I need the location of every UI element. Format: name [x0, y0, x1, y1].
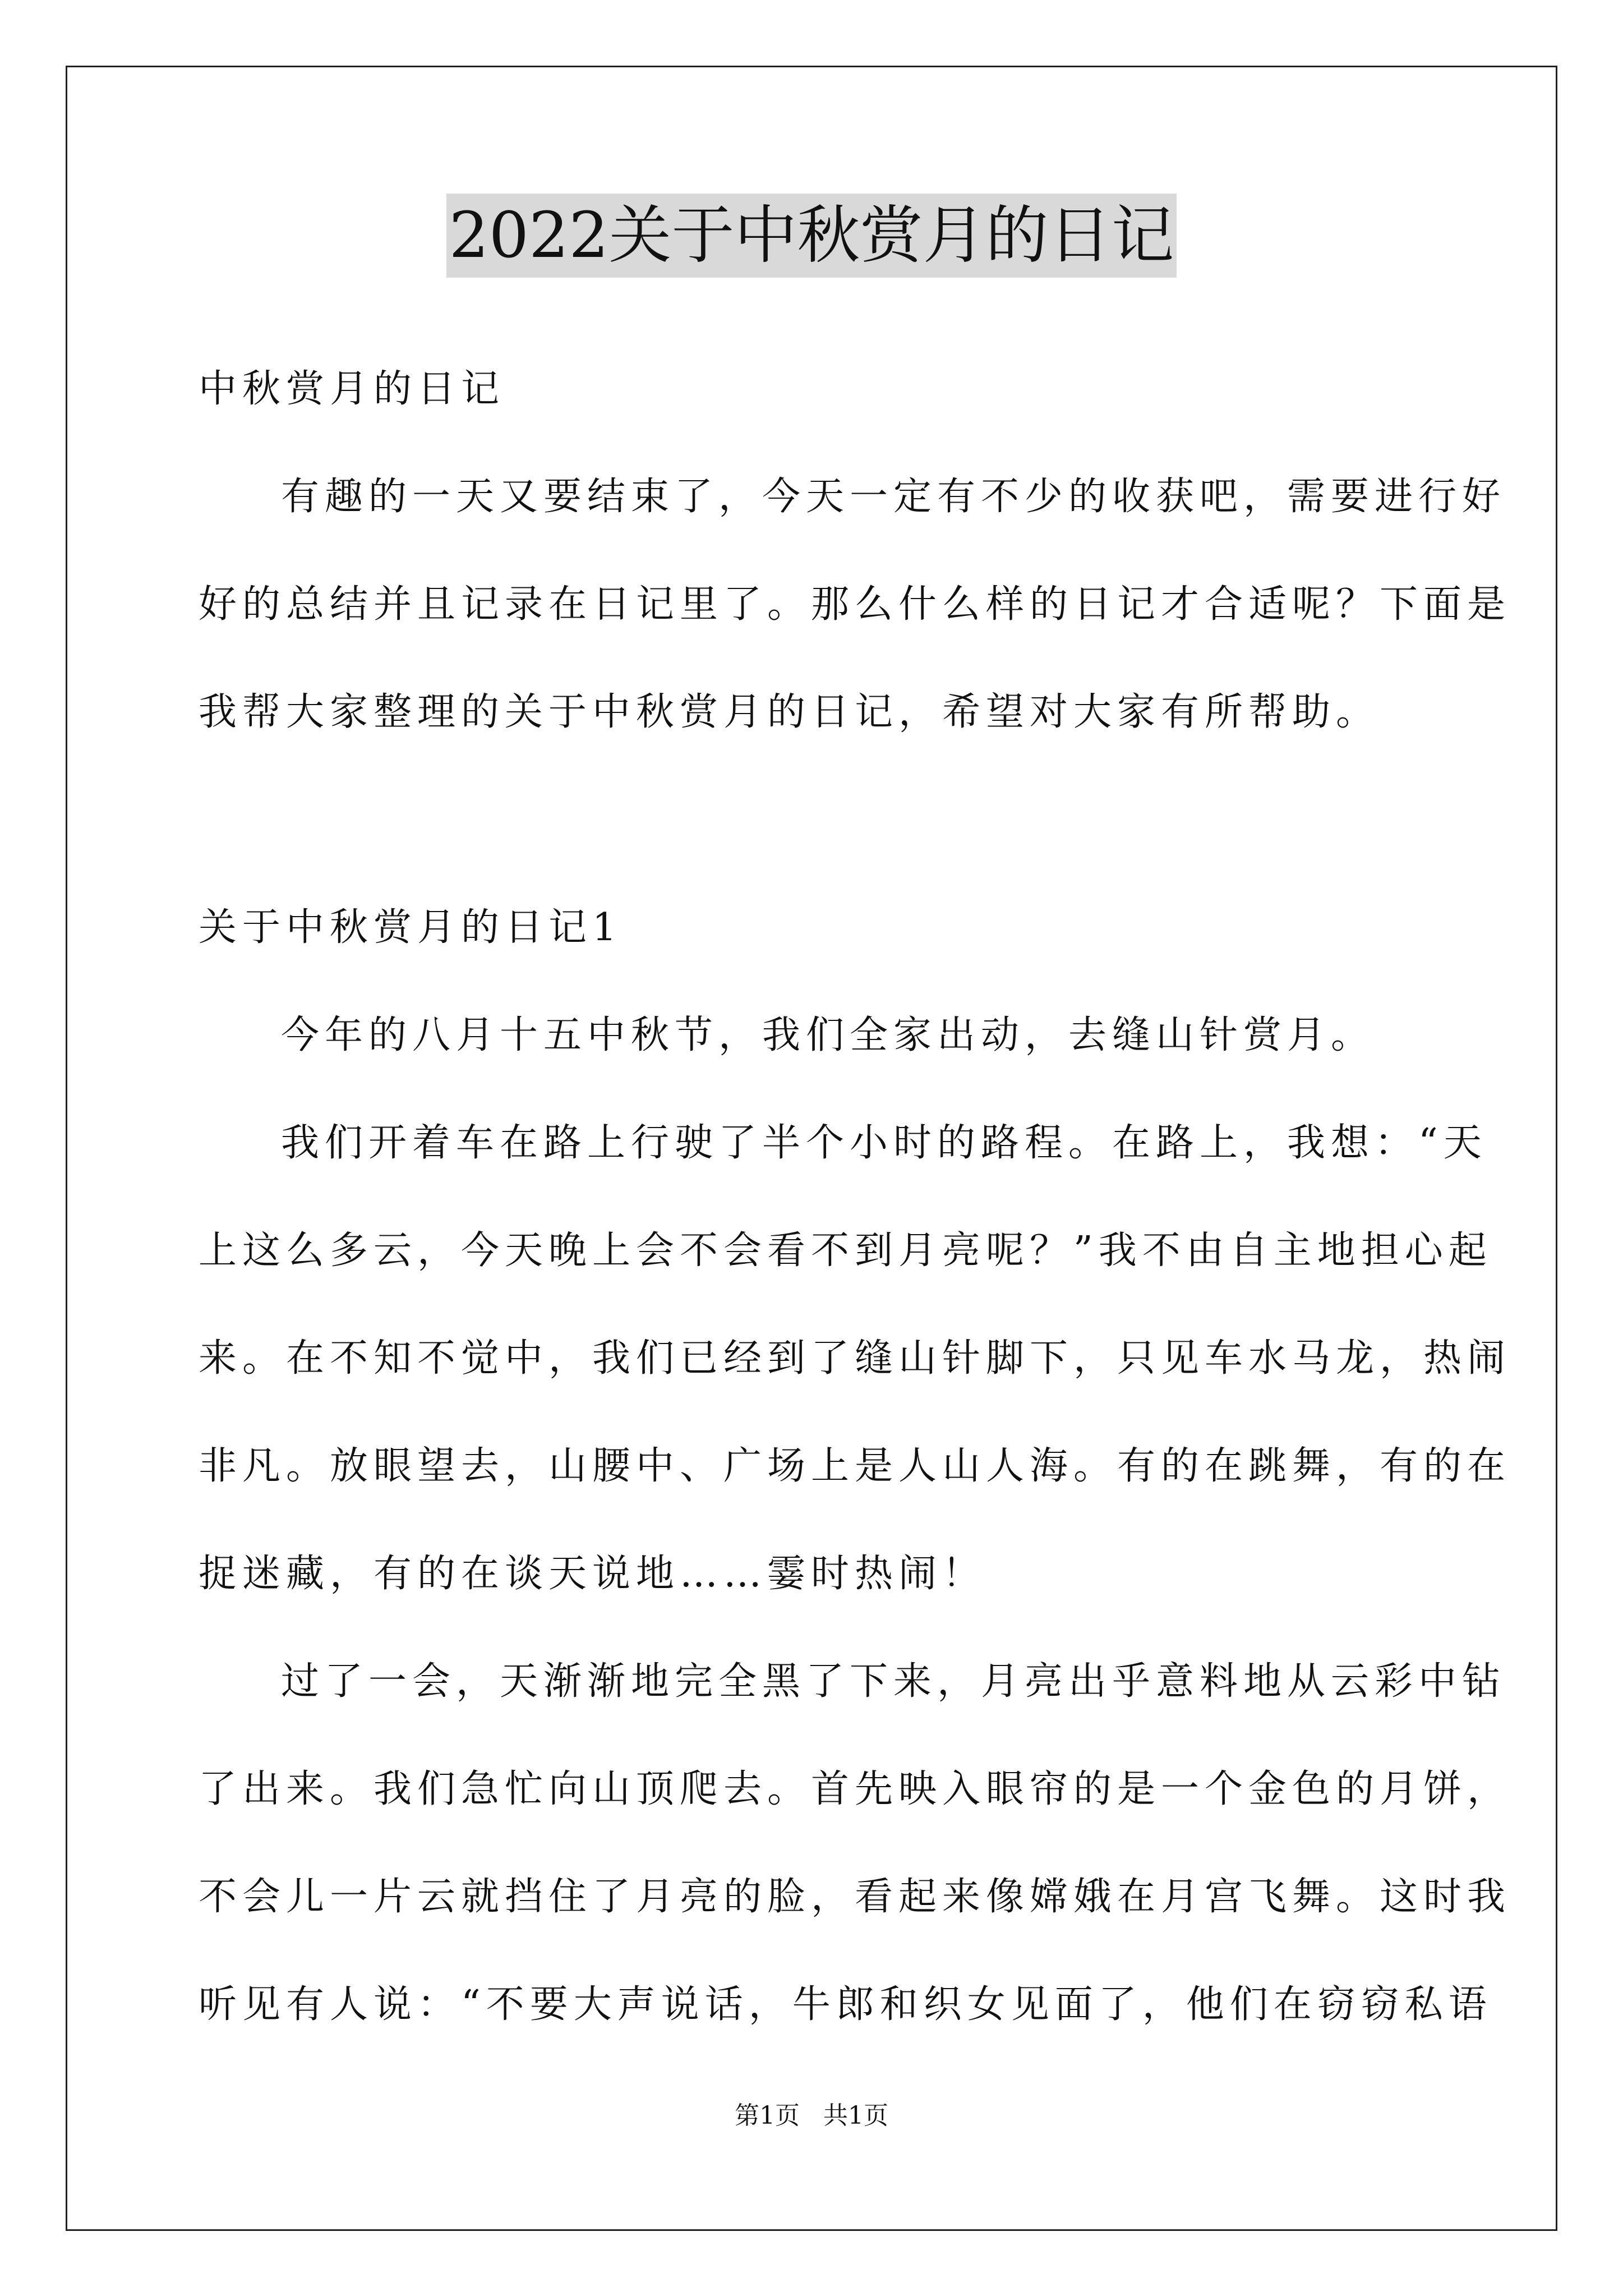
paragraph-line: 我帮大家整理的关于中秋赏月的日记，希望对大家有所帮助。	[199, 690, 1380, 734]
paragraph-line: 过了一会，天渐渐地完全黑了下来，月亮出乎意料地从云彩中钻	[281, 1659, 1506, 1704]
paragraph-line: 好的总结并且记录在日记里了。那么什么样的日记才合适呢？下面是	[199, 582, 1511, 627]
paragraph-line: 非凡。放眼望去，山腰中、广场上是人山人海。有的在跳舞，有的在	[199, 1444, 1511, 1488]
title-container	[0, 194, 1623, 278]
section-heading: 关于中秋赏月的日记1	[199, 905, 623, 950]
paragraph-line: 上这么多云，今天晚上会不会看不到月亮呢？”我不由自主地担心起	[199, 1228, 1492, 1273]
paragraph-line: 今年的八月十五中秋节，我们全家出动，去缝山针赏月。	[281, 1013, 1375, 1057]
paragraph-line: 了出来。我们急忙向山顶爬去。首先映入眼帘的是一个金色的月饼，	[199, 1767, 1511, 1811]
document-title: 2022关于中秋赏月的日记	[446, 194, 1176, 278]
paragraph-line: 我们开着车在路上行驶了半个小时的路程。在路上，我想：“天	[281, 1121, 1487, 1165]
section-heading: 中秋赏月的日记	[199, 367, 505, 411]
paragraph-line: 来。在不知不觉中，我们已经到了缝山针脚下，只见车水马龙，热闹	[199, 1336, 1511, 1381]
paragraph-line: 听见有人说：“不要大声说话，牛郎和织女见面了，他们在窃窃私语	[199, 1982, 1492, 2027]
blank-line	[199, 766, 1432, 874]
page-number-footer: 第1页 共1页	[735, 2101, 888, 2130]
paragraph-line: 有趣的一天又要结束了，今天一定有不少的收获吧，需要进行好	[281, 475, 1506, 519]
paragraph-line: 捉迷藏，有的在谈天说地……霎时热闹！	[199, 1552, 986, 1596]
paragraph-line: 不会儿一片云就挡住了月亮的脸，看起来像嫦娥在月宫飞舞。这时我	[199, 1875, 1511, 1919]
document-body	[199, 335, 1511, 2059]
